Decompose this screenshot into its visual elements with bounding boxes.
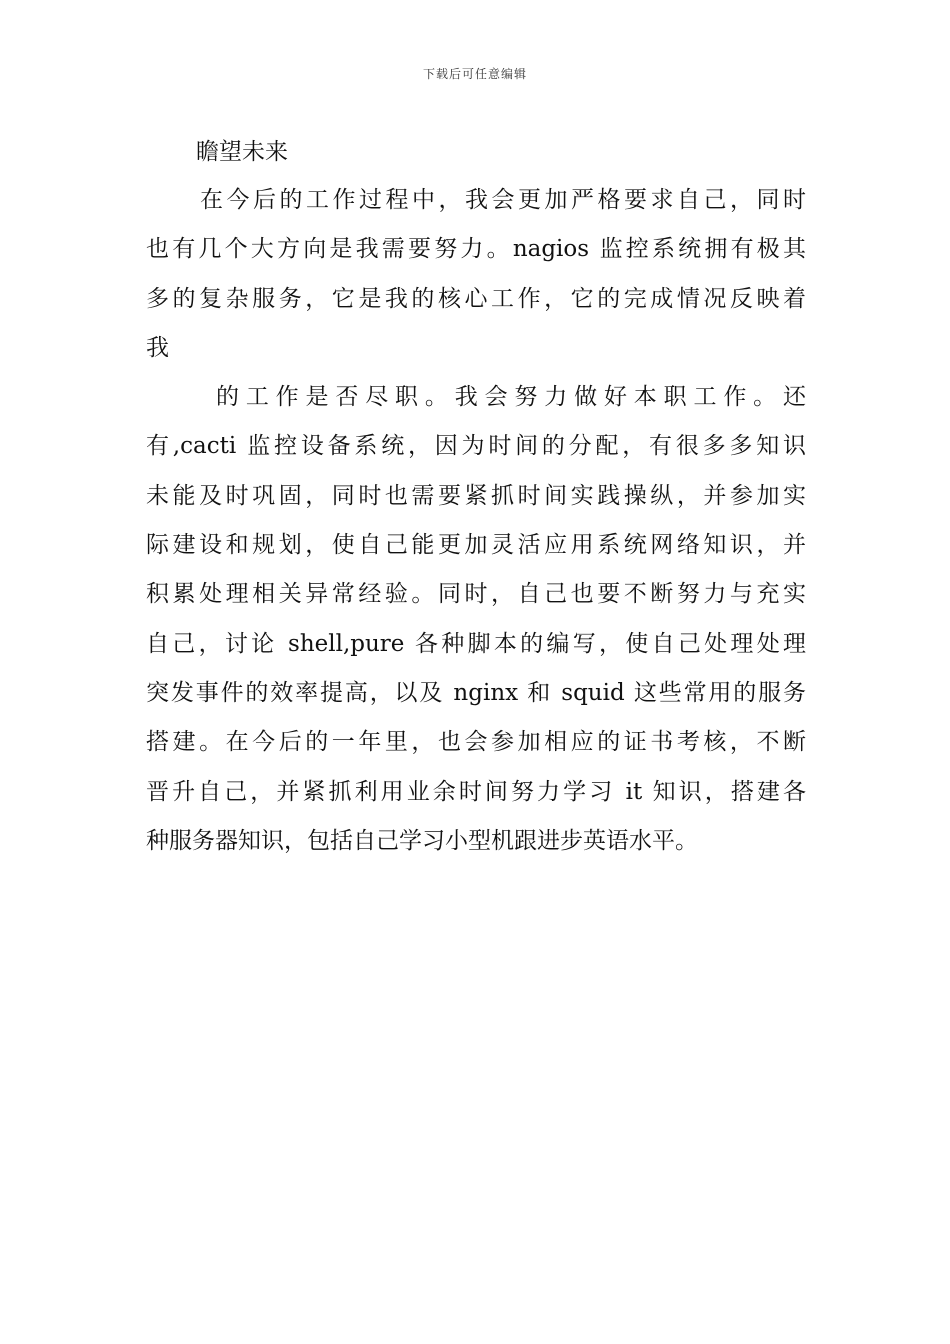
paragraph-line: 我 [146,334,169,361]
paragraph-line: 突发事件的效率提高，以及 nginx 和 squid 这些常用的服务 [146,679,806,706]
paragraph-line: 晋升自己，并紧抓利用业余时间努力学习 it 知识，搭建各 [146,778,806,805]
paragraph-line: 在今后的工作过程中，我会更加严格要求自己，同时 [200,187,806,213]
page-header: 下载后可任意编辑 [422,67,527,81]
paragraph-line: 积累处理相关异常经验。同时，自己也要不断努力与充实 [146,581,806,608]
section-title: 瞻望未来 [196,139,288,165]
paragraph-line: 自己，讨论 shell,pure 各种脚本的编写，使自己处理处理 [146,630,806,657]
paragraph-line: 种服务器知识，包括自己学习小型机跟进步英语水平。 [146,827,698,854]
paragraph-line: 多的复杂服务，它是我的核心工作，它的完成情况反映着 [146,285,806,312]
paragraph-line: 也有几个大方向是我需要努力。nagios 监控系统拥有极其 [146,236,806,263]
paragraph-2 [146,373,806,866]
paragraph-1 [146,176,806,373]
paragraph-line: 搭建。在今后的一年里，也会参加相应的证书考核，不断 [146,729,806,756]
paragraph-line: 际建设和规划，使自己能更加灵活应用系统网络知识，并 [146,532,806,559]
document-body [146,128,806,866]
paragraph-line: 有,cacti 监控设备系统，因为时间的分配，有很多多知识 [146,433,806,460]
paragraph-line: 的工作是否尽职。我会努力做好本职工作。还 [216,384,806,411]
paragraph-line: 未能及时巩固，同时也需要紧抓时间实践操纵，并参加实 [146,482,806,509]
